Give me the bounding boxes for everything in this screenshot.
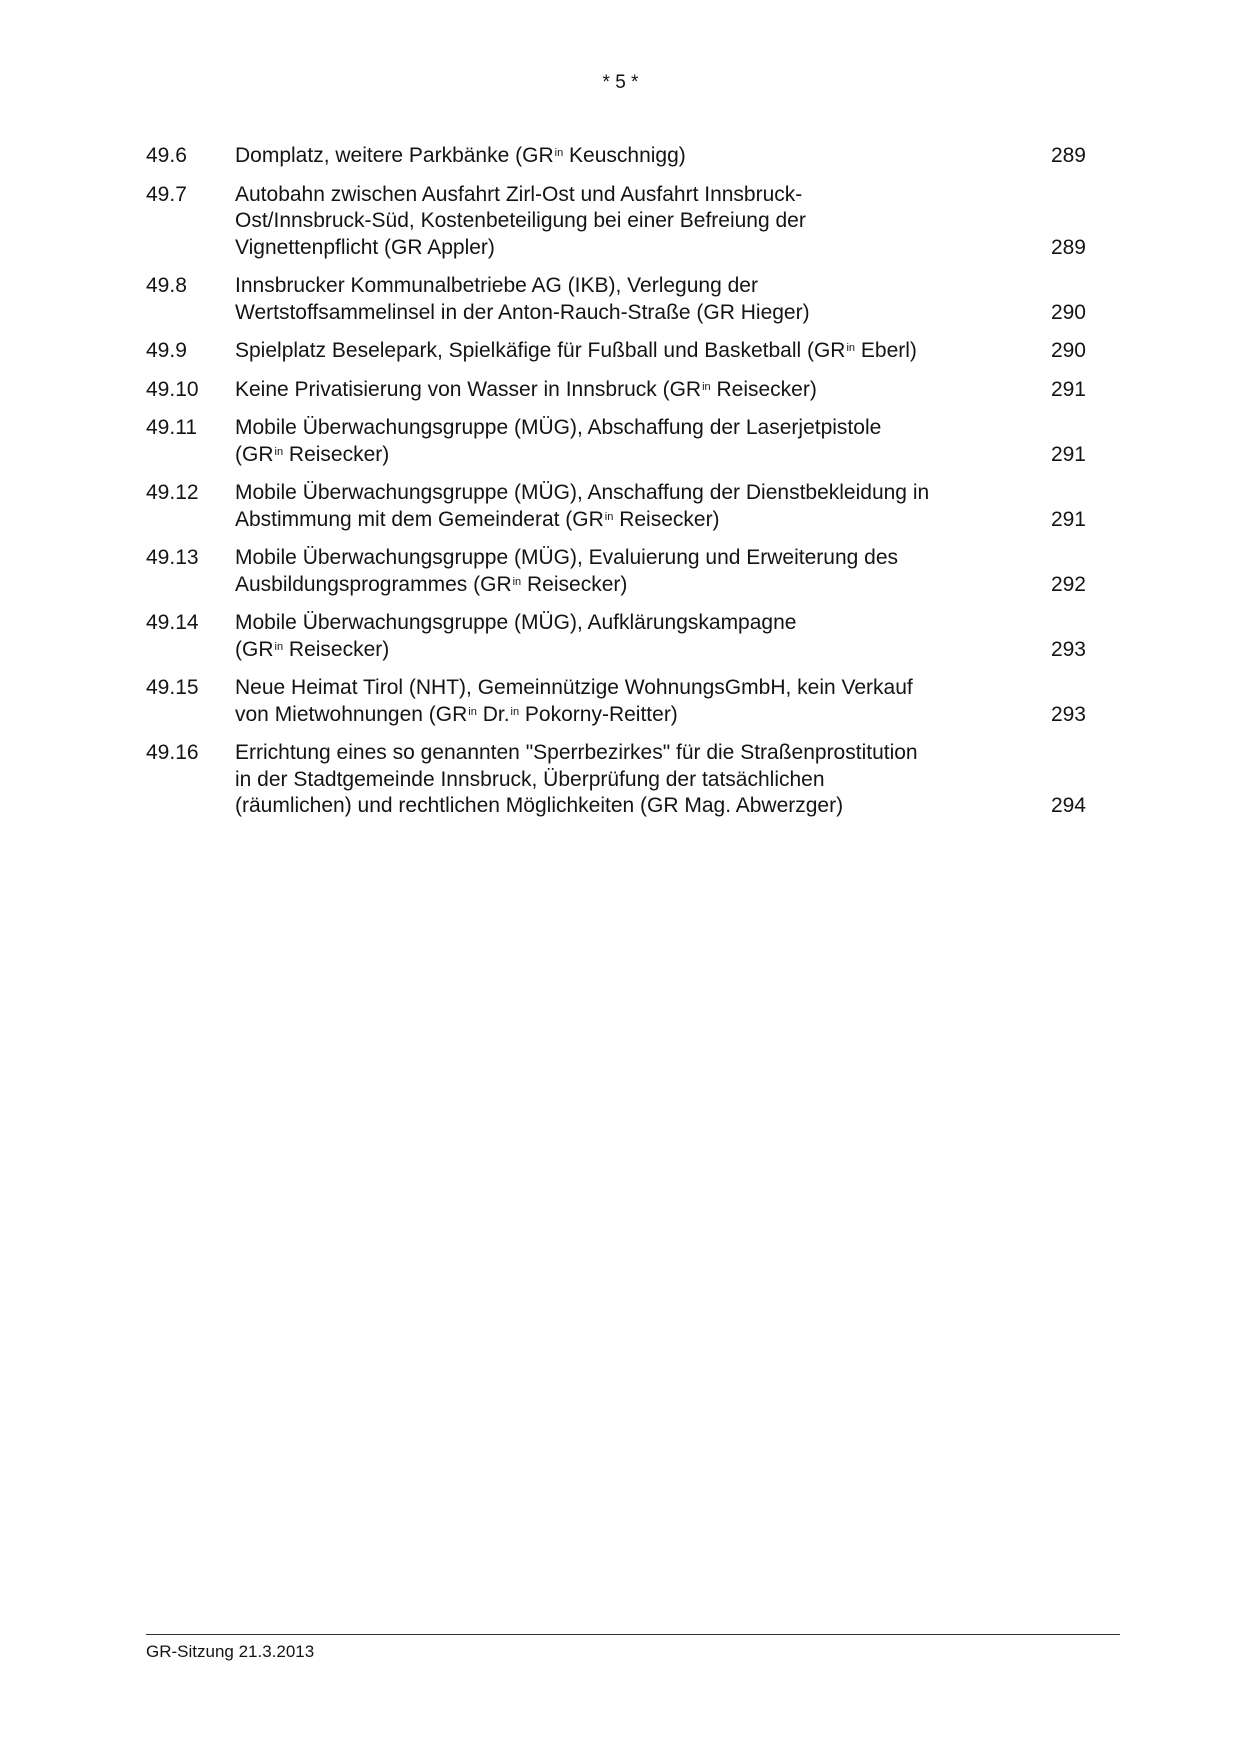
entry-title-line (235, 442, 1008, 469)
entry-title (235, 273, 1026, 326)
title-text: Pokorny-Reitter) (519, 702, 678, 726)
entry-title-line (235, 507, 1008, 534)
entry-title-line (235, 300, 1008, 327)
entry-title-line (235, 740, 1008, 767)
title-superscript: in (554, 147, 564, 159)
entry-title-line (235, 143, 1008, 170)
entry-title-line (235, 610, 1008, 637)
entry-number: 49.13 (146, 546, 199, 569)
entry-title-line (235, 572, 1008, 599)
entry-title-line (235, 182, 1008, 209)
entry-title-line (235, 273, 1008, 300)
title-text: Spielplatz Beselepark, Spielkäfige für Fußball und Basketball (GR (235, 339, 846, 362)
entry-title-line (235, 377, 1008, 404)
entry-title-line (235, 545, 1008, 572)
entry-title (235, 480, 1026, 533)
title-text: Innsbrucker Kommunalbetriebe AG (IKB), Verlegung der (235, 274, 758, 297)
title-text: Abstimmung mit dem Gemeinderat (GR (235, 507, 604, 531)
entry-title-line (235, 415, 1008, 442)
title-text: Keuschnigg) (563, 144, 686, 167)
title-text: von Mietwohnungen (GR (235, 702, 468, 726)
title-text: Keine Privatisierung von Wasser in Innsbruck (GR (235, 377, 702, 401)
entry-title (235, 338, 1026, 365)
title-text: Reisecker) (283, 442, 390, 466)
title-text: Mobile Überwachungsgruppe (MÜG), Aufklärungskampagne (235, 611, 797, 634)
title-text: Eberl) (855, 339, 917, 362)
title-text: (GR (235, 442, 274, 466)
entry-number: 49.12 (146, 481, 199, 504)
entry-title-line (235, 675, 1008, 702)
toc-entry (146, 415, 1086, 468)
title-text: (GR (235, 637, 274, 661)
toc-entry (146, 273, 1086, 326)
entry-page-number: 294 (1050, 794, 1086, 817)
title-text: in der Stadtgemeinde Innsbruck, Überprüfung der tatsächlichen (235, 767, 825, 791)
entry-title-line (235, 480, 1008, 507)
entry-title (235, 415, 1026, 468)
title-text: Ausbildungsprogrammes (GR (235, 572, 512, 596)
title-text: Reisecker) (283, 637, 390, 661)
entry-number: 49.15 (146, 676, 199, 699)
title-text: Reisecker) (521, 572, 628, 596)
entry-page-number: 292 (1050, 572, 1086, 596)
entry-title-line (235, 235, 1008, 262)
toc-entry (146, 610, 1086, 663)
entry-number: 49.11 (146, 416, 197, 439)
title-superscript: in (846, 342, 856, 354)
entry-page-number: 293 (1050, 702, 1086, 726)
title-text: Neue Heimat Tirol (NHT), Gemeinnützige WohnungsGmbH, kein Verkauf (235, 676, 913, 699)
table-of-contents (146, 143, 1086, 832)
entry-title-line (235, 338, 1008, 365)
entry-page-number: 290 (1050, 300, 1086, 324)
entry-page-number: 290 (1050, 339, 1086, 362)
entry-number: 49.7 (146, 182, 187, 206)
entry-title (235, 675, 1026, 728)
toc-entry (146, 480, 1086, 533)
entry-title (235, 610, 1026, 663)
toc-entry (146, 740, 1086, 820)
title-text: Autobahn zwischen Ausfahrt Zirl-Ost und Ausfahrt Innsbruck- (235, 182, 803, 206)
entry-page-number: 289 (1050, 144, 1086, 167)
entry-title-line (235, 208, 1008, 235)
entry-title (235, 377, 1026, 404)
entry-page-number: 291 (1050, 377, 1086, 401)
title-text: Dr. (476, 702, 510, 726)
title-text: Errichtung eines so genannten "Sperrbezirkes" für die Straßenprostitution (235, 741, 918, 764)
title-text: (räumlichen) und rechtlichen Möglichkeiten (GR Mag. Abwerzger) (235, 794, 844, 817)
entry-number: 49.6 (146, 144, 187, 167)
title-superscript: in (468, 705, 477, 718)
title-text: Wertstoffsammelinsel in der Anton-Rauch-Straße (GR Hieger) (235, 300, 810, 324)
entry-number: 49.8 (146, 274, 187, 297)
title-text: Mobile Überwachungsgruppe (MÜG), Abschaffung der Laserjetpistole (235, 416, 882, 439)
entry-title (235, 545, 1026, 598)
entry-title-line (235, 637, 1008, 664)
title-text: Domplatz, weitere Parkbänke (GR (235, 144, 554, 167)
entry-number: 49.10 (146, 377, 199, 401)
entry-title-line (235, 767, 1008, 794)
toc-entry (146, 675, 1086, 728)
title-text: Mobile Überwachungsgruppe (MÜG), Anschaffung der Dienstbekleidung in (235, 481, 930, 504)
toc-entry (146, 338, 1086, 365)
entry-page-number: 289 (1050, 235, 1086, 259)
toc-entry (146, 143, 1086, 170)
entry-page-number: 293 (1050, 637, 1086, 661)
entry-number: 49.14 (146, 611, 199, 634)
title-text: Vignettenpflicht (GR Appler) (235, 235, 495, 259)
entry-number: 49.9 (146, 339, 187, 362)
toc-entry (146, 182, 1086, 262)
toc-entry (146, 545, 1086, 598)
title-superscript: in (702, 380, 711, 393)
title-superscript: in (274, 640, 284, 653)
entry-number: 49.16 (146, 741, 199, 764)
entry-title-line (235, 702, 1008, 729)
title-superscript: in (274, 445, 284, 458)
title-text: Ost/Innsbruck-Süd, Kostenbeteiligung bei einer Befreiung der (235, 209, 806, 232)
entry-page-number: 291 (1050, 442, 1086, 466)
entry-title (235, 182, 1026, 262)
title-text: Mobile Überwachungsgruppe (MÜG), Evaluierung und Erweiterung des (235, 546, 899, 569)
entry-title (235, 143, 1026, 170)
entry-page-number: 291 (1050, 507, 1086, 531)
page-number: * 5 * (602, 72, 639, 93)
title-superscript: in (604, 510, 614, 523)
entry-title (235, 740, 1026, 820)
footer-text: GR-Sitzung 21.3.2013 (146, 1642, 315, 1661)
title-superscript: in (512, 575, 522, 588)
title-superscript: in (510, 705, 520, 718)
title-text: Reisecker) (710, 377, 817, 401)
toc-entry (146, 377, 1086, 404)
title-text: Reisecker) (613, 507, 720, 531)
footer-divider (146, 1634, 1120, 1635)
entry-title-line (235, 793, 1008, 820)
